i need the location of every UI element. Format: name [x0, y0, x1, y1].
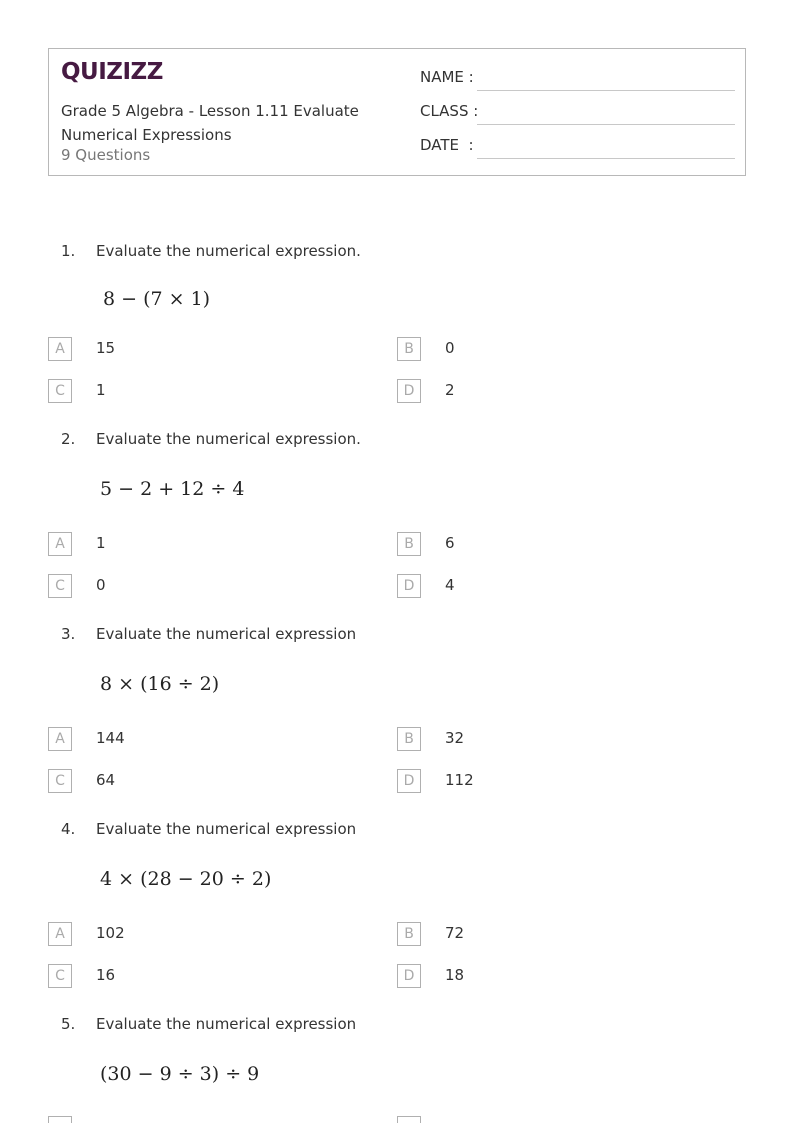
name-field[interactable]	[420, 68, 735, 92]
option-text: 2	[445, 381, 455, 399]
option-letter: C	[48, 574, 72, 598]
option-a[interactable]	[48, 337, 348, 361]
option-letter: D	[397, 379, 421, 403]
date-line[interactable]	[477, 158, 735, 159]
option-text: 102	[96, 924, 125, 942]
option-letter: C	[48, 379, 72, 403]
option-a[interactable]	[48, 727, 348, 751]
option-text: 6	[445, 534, 455, 552]
option-d[interactable]	[397, 379, 697, 403]
option-letter: A	[48, 532, 72, 556]
class-label: CLASS :	[420, 102, 479, 120]
option-letter: C	[48, 964, 72, 988]
question-text: Evaluate the numerical expression.	[96, 430, 361, 448]
option-letter: D	[397, 574, 421, 598]
option-b[interactable]	[397, 727, 697, 751]
option-letter	[48, 1116, 72, 1123]
option-text: 15	[96, 339, 116, 357]
question-number: 4.	[61, 820, 76, 838]
math-expression: 8 − (7 × 1)	[103, 288, 211, 310]
option-b[interactable]	[397, 1116, 697, 1123]
date-label: DATE :	[420, 136, 474, 154]
option-a[interactable]	[48, 922, 348, 946]
math-expression: 8 × (16 ÷ 2)	[100, 673, 220, 695]
option-text: 1	[96, 381, 106, 399]
option-text: 64	[96, 771, 116, 789]
name-line[interactable]	[477, 90, 735, 91]
math-expression: 4 × (28 − 20 ÷ 2)	[100, 868, 272, 890]
option-c[interactable]	[48, 574, 348, 598]
option-c[interactable]	[48, 769, 348, 793]
option-letter: B	[397, 727, 421, 751]
option-b[interactable]	[397, 337, 697, 361]
option-letter: A	[48, 922, 72, 946]
option-a[interactable]	[48, 1116, 348, 1123]
question-text: Evaluate the numerical expression	[96, 820, 357, 838]
quizizz-logo: QUIZIZZ	[61, 59, 163, 85]
question-number: 1.	[61, 242, 76, 260]
math-expression: 5 − 2 + 12 ÷ 4	[100, 478, 245, 500]
option-c[interactable]	[48, 964, 348, 988]
option-text: 72	[445, 924, 465, 942]
date-field[interactable]	[420, 136, 735, 160]
option-d[interactable]	[397, 964, 697, 988]
option-c[interactable]	[48, 379, 348, 403]
math-expression: (30 − 9 ÷ 3) ÷ 9	[100, 1063, 260, 1085]
option-d[interactable]	[397, 769, 697, 793]
question-count: 9 Questions	[61, 146, 151, 164]
option-text: 32	[445, 729, 465, 747]
worksheet-title: Grade 5 Algebra - Lesson 1.11 Evaluate Numerical Expressions	[61, 102, 359, 144]
option-letter: A	[48, 337, 72, 361]
option-text: 18	[445, 966, 465, 984]
option-b[interactable]	[397, 922, 697, 946]
option-text: 1	[96, 534, 106, 552]
question-text: Evaluate the numerical expression	[96, 1015, 357, 1033]
option-text: 144	[96, 729, 125, 747]
option-b[interactable]	[397, 532, 697, 556]
option-letter: B	[397, 532, 421, 556]
option-letter: B	[397, 337, 421, 361]
class-field[interactable]	[420, 102, 735, 126]
worksheet-header	[48, 48, 746, 176]
option-text: 112	[445, 771, 474, 789]
option-letter	[397, 1116, 421, 1123]
name-label: NAME :	[420, 68, 474, 86]
option-letter: B	[397, 922, 421, 946]
option-a[interactable]	[48, 532, 348, 556]
option-text: 16	[96, 966, 116, 984]
question-number: 2.	[61, 430, 76, 448]
option-text: 0	[445, 339, 455, 357]
option-letter: D	[397, 769, 421, 793]
question-text: Evaluate the numerical expression	[96, 625, 357, 643]
option-letter: C	[48, 769, 72, 793]
question-number: 3.	[61, 625, 76, 643]
option-text: 4	[445, 576, 455, 594]
class-line[interactable]	[477, 124, 735, 125]
question-number: 5.	[61, 1015, 76, 1033]
option-letter: A	[48, 727, 72, 751]
option-d[interactable]	[397, 574, 697, 598]
option-text: 0	[96, 576, 106, 594]
option-letter: D	[397, 964, 421, 988]
question-text: Evaluate the numerical expression.	[96, 242, 361, 260]
